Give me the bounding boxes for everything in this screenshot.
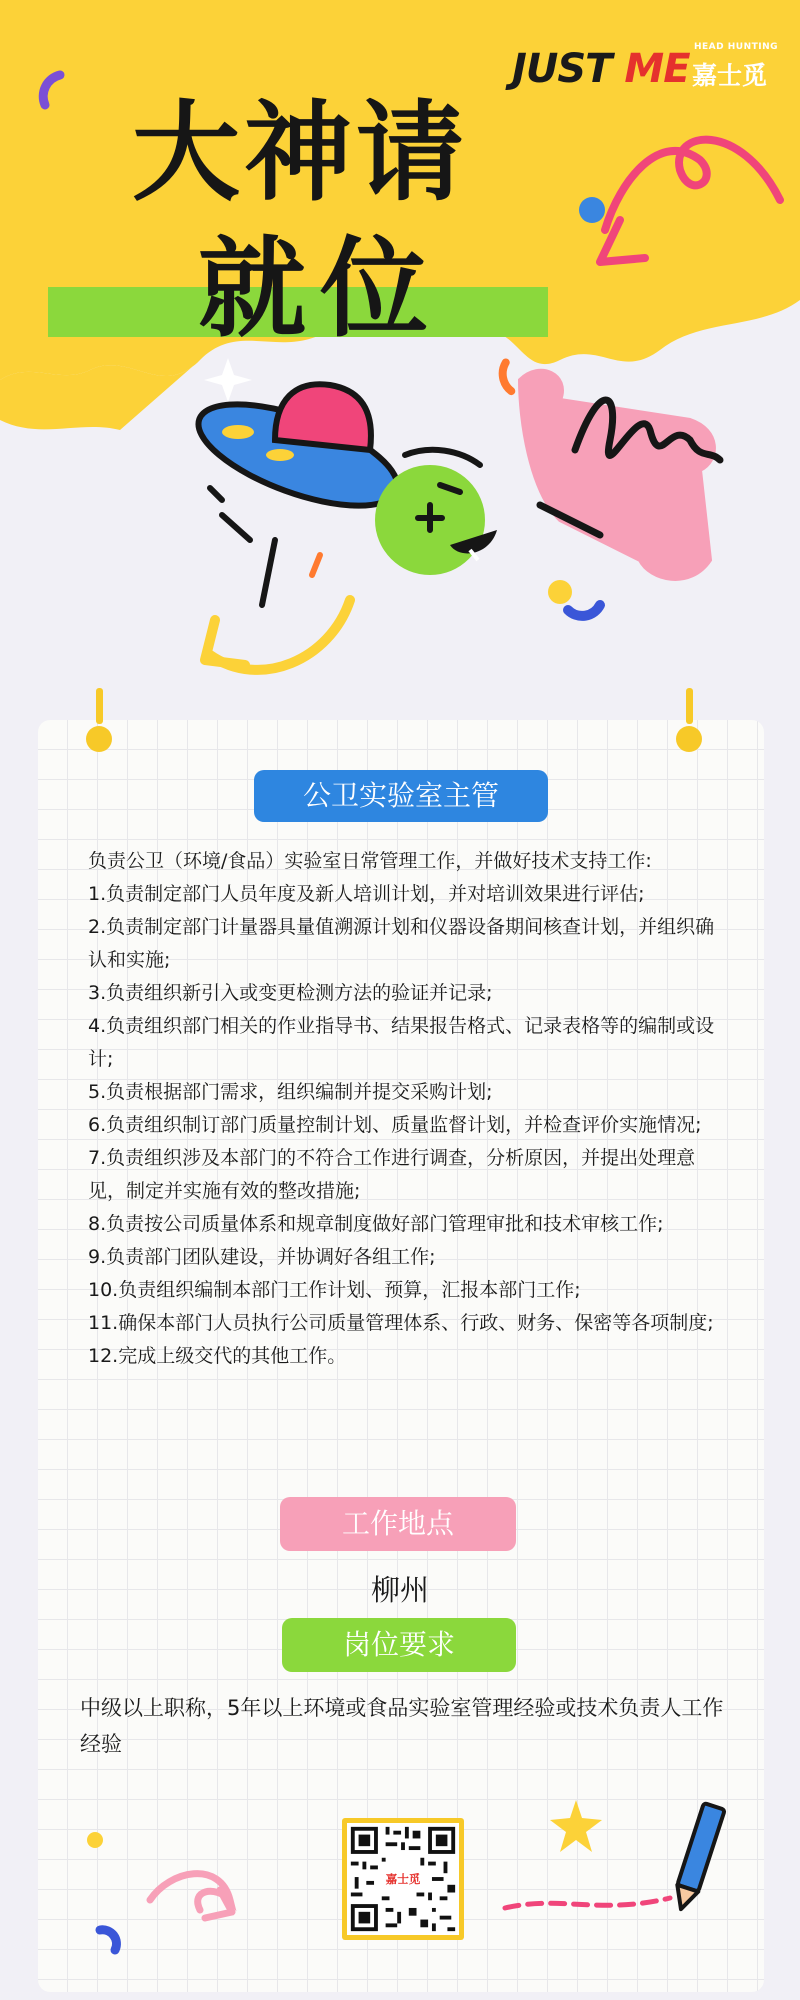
pin-right-head xyxy=(676,726,702,752)
duty-item: 6.负责组织制订部门质量控制计划、质量监督计划，并检查评价实施情况; xyxy=(88,1114,702,1136)
pin-left-head xyxy=(86,726,112,752)
logo-just-text: JUST xyxy=(512,46,612,92)
job-title-badge: 公卫实验室主管 xyxy=(254,770,548,822)
star-icon xyxy=(548,1798,604,1854)
headline-line-1: 大神请 xyxy=(132,91,469,216)
duty-item: 3.负责组织新引入或变更检测方法的验证并记录; xyxy=(88,982,493,1004)
duty-item: 负责公卫（环境/食品）实验室日常管理工作，并做好技术支持工作: xyxy=(88,850,652,872)
requirements-label-badge: 岗位要求 xyxy=(282,1618,516,1672)
duty-item: 10.负责组织编制本部门工作计划、预算，汇报本部门工作; xyxy=(88,1279,581,1301)
logo-me-text: ME xyxy=(624,46,690,92)
brand-logo xyxy=(512,26,782,96)
job-duties-list xyxy=(88,845,728,1373)
headline-line-2: 就位 xyxy=(198,227,443,352)
location-city: 柳州 xyxy=(370,1573,429,1607)
pin-left-stem xyxy=(96,688,103,724)
duty-item: 2.负责制定部门计量器具量值溯源计划和仪器设备期间核查计划，并组织确认和实施; xyxy=(88,916,715,971)
duty-item: 5.负责根据部门需求，组织编制并提交采购计划; xyxy=(88,1081,493,1103)
pencil-icon xyxy=(668,1800,728,1920)
qr-logo-text: 嘉士觅 xyxy=(385,1871,421,1886)
duty-item: 7.负责组织涉及本部门的不符合工作进行调查，分析原因，并提出处理意见，制定并实施有效的整改措施; xyxy=(88,1147,696,1202)
qr-code-pattern xyxy=(347,1823,459,1935)
duty-item: 1.负责制定部门人员年度及新人培训计划，并对培训效果进行评估; xyxy=(88,883,645,905)
location-label-badge: 工作地点 xyxy=(280,1497,516,1551)
hero-banner xyxy=(0,0,800,720)
duty-item: 8.负责按公司质量体系和规章制度做好部门管理审批和技术审核工作; xyxy=(88,1213,664,1235)
duty-item: 11.确保本部门人员执行公司质量管理体系、行政、财务、保密等各项制度; xyxy=(88,1312,714,1334)
duty-item: 12.完成上级交代的其他工作。 xyxy=(88,1345,347,1367)
pin-right-stem xyxy=(686,688,693,724)
duty-item: 9.负责部门团队建设，并协调好各组工作; xyxy=(88,1246,436,1268)
requirements-text: 中级以上职称，5年以上环境或食品实验室管理经验或技术负责人工作经验 xyxy=(80,1696,724,1756)
qr-code[interactable] xyxy=(342,1818,464,1940)
logo-tagline: HEAD HUNTING xyxy=(694,42,779,52)
logo-chinese-name: 嘉士觅 xyxy=(692,61,768,90)
duty-item: 4.负责组织部门相关的作业指导书、结果报告格式、记录表格等的编制或设计; xyxy=(88,1015,715,1070)
